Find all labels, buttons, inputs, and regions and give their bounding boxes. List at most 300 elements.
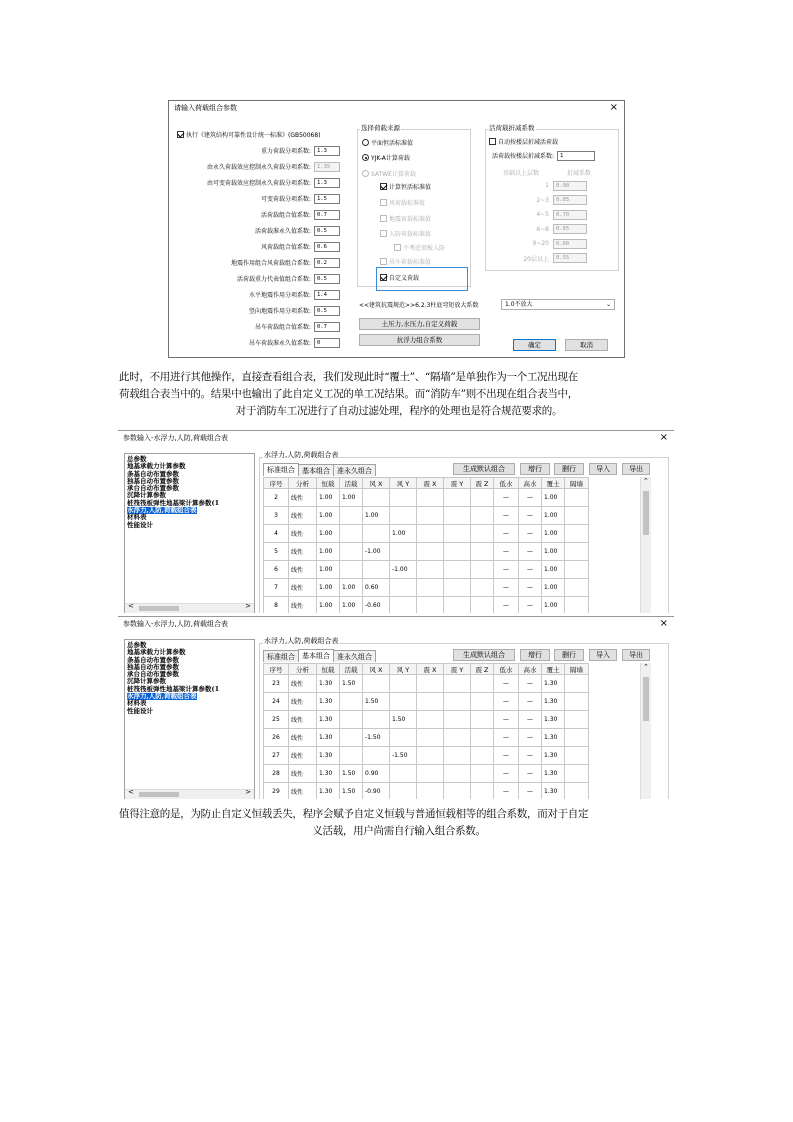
param-input[interactable]: 1.4 <box>314 290 340 300</box>
table-cell[interactable] <box>340 729 363 747</box>
table-row[interactable] <box>264 525 589 543</box>
source-label: 不考虑顶板人防 <box>403 245 446 252</box>
param-row <box>175 225 340 236</box>
column-header: 隔墙 <box>565 478 589 489</box>
table-cell[interactable] <box>471 765 494 783</box>
soil-water-custom-button[interactable]: 土压力,水压力,自定义荷载 <box>359 318 480 330</box>
checkbox-icon <box>380 230 387 237</box>
table-cell[interactable]: — <box>494 579 519 597</box>
table-cell[interactable]: 1.00 <box>317 543 340 561</box>
table-cell[interactable]: — <box>519 729 542 747</box>
table-cell[interactable] <box>363 675 390 693</box>
table-cell[interactable] <box>340 711 363 729</box>
reduce-floors: 2~3 <box>536 196 549 204</box>
grid-button[interactable]: 导出 <box>622 463 650 475</box>
table-cell[interactable] <box>471 525 494 543</box>
table-cell[interactable]: 1.00 <box>363 507 390 525</box>
table-cell[interactable] <box>417 543 444 561</box>
scroll-left-icon[interactable]: < <box>128 602 134 610</box>
grid-button[interactable]: 导出 <box>622 649 650 661</box>
table-cell[interactable]: 1.00 <box>542 561 565 579</box>
checkbox-icon <box>380 183 387 190</box>
table-cell[interactable]: 1.00 <box>542 543 565 561</box>
table-cell[interactable] <box>471 561 494 579</box>
table-row[interactable] <box>264 675 589 693</box>
table-cell[interactable]: 1.00 <box>542 597 565 614</box>
radio-icon <box>362 170 369 177</box>
table-cell[interactable]: 1.50 <box>363 693 390 711</box>
table-cell[interactable]: 线性 <box>289 729 317 747</box>
table-cell[interactable]: — <box>519 783 542 800</box>
source-checkbox[interactable] <box>380 181 431 192</box>
table-cell[interactable]: 线性 <box>289 561 317 579</box>
close-icon[interactable]: × <box>659 432 668 443</box>
scroll-up-icon[interactable]: ⌃ <box>643 663 649 671</box>
table-cell[interactable] <box>565 543 589 561</box>
grid-button[interactable]: 生成默认组合 <box>453 463 515 475</box>
table-cell[interactable]: 线性 <box>289 579 317 597</box>
table-cell[interactable]: 8 <box>264 597 289 614</box>
table-cell[interactable] <box>390 489 417 507</box>
tab-combination[interactable]: 基本组合 <box>298 649 334 662</box>
table-cell[interactable]: — <box>494 543 519 561</box>
column-header: 恒载 <box>317 664 340 675</box>
param-label: 活荷载重力代表值组合系数: <box>236 276 311 283</box>
table-cell[interactable]: 1.00 <box>340 489 363 507</box>
tree-item-label: 地基承载力计算参数 <box>127 462 186 471</box>
tree-item-label: 总参数 <box>127 641 147 649</box>
table-cell[interactable]: — <box>494 729 519 747</box>
table-cell[interactable] <box>471 489 494 507</box>
execute-standard-checkbox[interactable] <box>177 129 321 140</box>
table-cell[interactable]: 1.00 <box>317 489 340 507</box>
table-cell[interactable]: 1.30 <box>317 765 340 783</box>
table-cell[interactable]: — <box>519 543 542 561</box>
tree-hscroll[interactable] <box>125 789 254 799</box>
param-input[interactable]: 0 <box>314 338 340 348</box>
table-cell[interactable] <box>390 765 417 783</box>
table-cell[interactable]: — <box>519 765 542 783</box>
table-cell[interactable]: 28 <box>264 765 289 783</box>
table-cell[interactable] <box>390 783 417 800</box>
table-cell[interactable]: 线性 <box>289 747 317 765</box>
table-cell[interactable]: 27 <box>264 747 289 765</box>
table-cell[interactable]: -0.90 <box>363 783 390 800</box>
table-cell[interactable] <box>417 675 444 693</box>
source-radio[interactable] <box>362 152 410 163</box>
table-cell[interactable] <box>444 675 471 693</box>
param-label: 风荷载组合值系数: <box>260 244 311 251</box>
table-cell[interactable] <box>444 693 471 711</box>
reduce-value: 0.60 <box>553 239 587 249</box>
table-cell[interactable]: — <box>519 747 542 765</box>
table-cell[interactable]: -0.60 <box>363 597 390 614</box>
tree-hscroll[interactable] <box>125 603 254 613</box>
table-cell[interactable]: 1.30 <box>317 693 340 711</box>
table-cell[interactable]: -1.00 <box>363 543 390 561</box>
table-cell[interactable]: 2 <box>264 489 289 507</box>
combination-table <box>263 663 589 799</box>
table-cell[interactable]: 1.30 <box>542 711 565 729</box>
reduce-head-value: 折减系数 <box>566 170 591 177</box>
table-cell[interactable]: 24 <box>264 693 289 711</box>
source-label: SATWE计算荷载 <box>371 171 416 178</box>
grid-button[interactable]: 增行 <box>520 649 550 661</box>
load-combination-dialog <box>168 100 625 358</box>
table-cell[interactable] <box>340 543 363 561</box>
table-cell[interactable] <box>444 525 471 543</box>
table-cell[interactable] <box>417 729 444 747</box>
table-cell[interactable]: 26 <box>264 729 289 747</box>
table-cell[interactable] <box>565 765 589 783</box>
table-row[interactable] <box>264 711 589 729</box>
table-cell[interactable] <box>417 765 444 783</box>
table-row[interactable] <box>264 579 589 597</box>
table-row[interactable] <box>264 729 589 747</box>
source-label: 风荷载标准值 <box>389 200 426 207</box>
table-cell[interactable] <box>390 543 417 561</box>
table-cell[interactable]: — <box>494 693 519 711</box>
table-cell[interactable]: 1.00 <box>317 525 340 543</box>
table-cell[interactable]: 3 <box>264 507 289 525</box>
table-cell[interactable] <box>363 561 390 579</box>
table-cell[interactable]: — <box>494 507 519 525</box>
column-header: 序号 <box>264 664 289 675</box>
param-input[interactable]: 0.7 <box>314 210 340 220</box>
table-cell[interactable]: 1.30 <box>317 783 340 800</box>
table-cell[interactable] <box>565 579 589 597</box>
table-cell[interactable] <box>340 525 363 543</box>
table-cell[interactable] <box>390 693 417 711</box>
table-cell[interactable]: — <box>494 561 519 579</box>
table-cell[interactable] <box>565 729 589 747</box>
table-cell[interactable] <box>565 783 589 800</box>
column-header: 震 X <box>417 478 444 489</box>
table-cell[interactable]: 1.00 <box>317 561 340 579</box>
column-header: 风 Y <box>390 478 417 489</box>
table-cell[interactable]: 1.30 <box>542 747 565 765</box>
table-cell[interactable]: 1.50 <box>390 711 417 729</box>
param-input[interactable]: 0.5 <box>314 306 340 316</box>
table-cell[interactable] <box>444 507 471 525</box>
table-row[interactable] <box>264 783 589 800</box>
table-cell[interactable]: 1.00 <box>317 597 340 614</box>
table-cell[interactable] <box>444 561 471 579</box>
close-icon[interactable]: × <box>659 618 668 629</box>
table-cell[interactable] <box>363 489 390 507</box>
table-cell[interactable]: — <box>519 693 542 711</box>
table-cell[interactable]: 1.50 <box>340 765 363 783</box>
source-checkbox <box>380 256 431 267</box>
param-input[interactable]: 1.3 <box>314 178 340 188</box>
table-cell[interactable] <box>444 729 471 747</box>
table-cell[interactable] <box>444 597 471 614</box>
paragraph-1-line: 此时，不用进行其他操作，直接查看组合表，我们发现此时“覆土”、“隔墙”是单独作为一个工况出现在 <box>119 371 578 383</box>
reduce-floors: 20层以上 <box>523 255 549 263</box>
table-cell[interactable] <box>471 711 494 729</box>
table-cell[interactable]: -1.00 <box>390 561 417 579</box>
table-cell[interactable]: 1.00 <box>542 507 565 525</box>
scroll-thumb[interactable] <box>643 677 649 721</box>
param-input[interactable]: 0.5 <box>314 226 340 236</box>
table-cell[interactable]: 线性 <box>289 489 317 507</box>
table-cell[interactable] <box>417 525 444 543</box>
table-cell[interactable] <box>565 675 589 693</box>
table-cell[interactable]: 1.30 <box>542 675 565 693</box>
scroll-thumb[interactable] <box>139 606 179 611</box>
table-cell[interactable]: 1.30 <box>317 747 340 765</box>
scroll-right-icon[interactable]: > <box>245 788 251 796</box>
table-cell[interactable]: — <box>494 783 519 800</box>
table-cell[interactable] <box>417 561 444 579</box>
param-input[interactable]: 0.5 <box>314 274 340 284</box>
column-header: 低水 <box>494 664 519 675</box>
scroll-thumb[interactable] <box>643 491 649 535</box>
table-row[interactable] <box>264 489 589 507</box>
table-cell[interactable] <box>417 489 444 507</box>
table-cell[interactable] <box>444 489 471 507</box>
table-cell[interactable]: — <box>519 507 542 525</box>
table-cell[interactable]: — <box>494 711 519 729</box>
scroll-right-icon[interactable]: > <box>245 602 251 610</box>
table-cell[interactable] <box>363 711 390 729</box>
combination-table-window-1 <box>118 430 674 613</box>
column-header: 震 Y <box>444 478 471 489</box>
table-cell[interactable] <box>565 489 589 507</box>
tree-item[interactable] <box>127 522 254 529</box>
table-cell[interactable] <box>471 543 494 561</box>
source-label: YJK-A计算荷载 <box>371 155 410 162</box>
table-cell[interactable]: — <box>519 561 542 579</box>
table-cell[interactable]: 23 <box>264 675 289 693</box>
table-cell[interactable] <box>565 597 589 614</box>
column-header: 震 Y <box>444 664 471 675</box>
table-cell[interactable] <box>390 579 417 597</box>
table-cell[interactable]: 29 <box>264 783 289 800</box>
param-input[interactable]: 0.7 <box>314 322 340 332</box>
table-cell[interactable]: — <box>494 489 519 507</box>
amplify-select[interactable] <box>501 299 615 310</box>
grid-button[interactable]: 删行 <box>554 649 584 661</box>
table-cell[interactable]: 线性 <box>289 507 317 525</box>
reduce-floors: 6~8 <box>536 225 549 233</box>
tree-item-label: 性能设计 <box>127 520 153 529</box>
table-row[interactable] <box>264 561 589 579</box>
table-cell[interactable]: 0.90 <box>363 765 390 783</box>
table-cell[interactable] <box>417 693 444 711</box>
table-cell[interactable]: 线性 <box>289 675 317 693</box>
table-cell[interactable] <box>444 543 471 561</box>
table-cell[interactable] <box>444 765 471 783</box>
table-cell[interactable]: 1.30 <box>542 729 565 747</box>
table-cell[interactable]: 线性 <box>289 783 317 800</box>
table-cell[interactable]: 1.00 <box>542 525 565 543</box>
table-cell[interactable]: 1.00 <box>317 507 340 525</box>
table-cell[interactable]: — <box>519 489 542 507</box>
table-cell[interactable] <box>390 507 417 525</box>
live-reduce-title: 活荷载折减系数 <box>489 124 535 132</box>
column-header: 恒载 <box>317 478 340 489</box>
scroll-thumb[interactable] <box>139 792 179 797</box>
table-cell[interactable]: 1.00 <box>340 597 363 614</box>
anti-float-button[interactable]: 抗浮力组合系数 <box>359 334 480 346</box>
table-row[interactable] <box>264 765 589 783</box>
ok-button[interactable]: 确定 <box>513 339 556 351</box>
table-cell[interactable] <box>471 729 494 747</box>
table-cell[interactable]: 7 <box>264 579 289 597</box>
column-header: 震 Z <box>471 478 494 489</box>
table-cell[interactable] <box>390 729 417 747</box>
tab-combination[interactable]: 准永久组合 <box>333 464 376 476</box>
tab-combination[interactable]: 准永久组合 <box>333 650 376 662</box>
table-cell[interactable] <box>417 783 444 800</box>
column-header: 低水 <box>494 478 519 489</box>
cancel-button[interactable]: 取消 <box>565 339 608 351</box>
table-cell[interactable]: 1.00 <box>340 579 363 597</box>
table-row[interactable] <box>264 747 589 765</box>
table-cell[interactable] <box>417 597 444 614</box>
table-cell[interactable]: 1.50 <box>340 675 363 693</box>
table-cell[interactable]: 1.30 <box>317 675 340 693</box>
tab-combination[interactable]: 标准组合 <box>263 650 299 662</box>
table-cell[interactable]: 1.30 <box>317 711 340 729</box>
table-cell[interactable]: — <box>519 579 542 597</box>
table-cell[interactable]: 1.30 <box>542 693 565 711</box>
param-label: 活荷载准永久值系数: <box>254 228 311 235</box>
table-cell[interactable]: — <box>494 525 519 543</box>
table-cell[interactable] <box>565 507 589 525</box>
tree-item[interactable] <box>127 708 254 715</box>
table-cell[interactable] <box>471 597 494 614</box>
table-cell[interactable]: 1.30 <box>542 765 565 783</box>
table-cell[interactable]: 5 <box>264 543 289 561</box>
table-cell[interactable] <box>340 747 363 765</box>
table-cell[interactable]: 25 <box>264 711 289 729</box>
table-cell[interactable] <box>471 747 494 765</box>
table-cell[interactable] <box>471 675 494 693</box>
table-cell[interactable]: — <box>494 747 519 765</box>
table-cell[interactable] <box>444 579 471 597</box>
table-row[interactable] <box>264 543 589 561</box>
table-cell[interactable]: 线性 <box>289 711 317 729</box>
param-input[interactable]: 0.2 <box>314 258 340 268</box>
grid-button[interactable]: 导入 <box>589 649 617 661</box>
table-cell[interactable]: — <box>519 675 542 693</box>
table-cell[interactable]: 线性 <box>289 765 317 783</box>
table-cell[interactable]: — <box>519 711 542 729</box>
reduce-floors: 9~20 <box>532 240 549 247</box>
paragraph-1-line: 荷载组合表当中的。结果中也输出了此自定义工况的单工况结果。而“消防车”则不出现在组合表当中， <box>119 388 578 400</box>
table-cell[interactable]: 1.00 <box>390 525 417 543</box>
table-cell[interactable]: — <box>494 765 519 783</box>
table-cell[interactable]: — <box>494 597 519 614</box>
table-cell[interactable]: 1.30 <box>542 783 565 800</box>
table-cell[interactable]: — <box>494 675 519 693</box>
table-cell[interactable] <box>340 693 363 711</box>
table-cell[interactable]: 1.00 <box>542 489 565 507</box>
grid-button[interactable]: 生成默认组合 <box>453 649 515 661</box>
tab-combination[interactable]: 标准组合 <box>263 463 299 476</box>
table-cell[interactable] <box>390 675 417 693</box>
table-cell[interactable]: 1.30 <box>317 729 340 747</box>
table-cell[interactable]: 线性 <box>289 693 317 711</box>
tab-combination[interactable]: 基本组合 <box>298 464 334 476</box>
table-cell[interactable]: -1.50 <box>363 729 390 747</box>
table-row[interactable] <box>264 597 589 614</box>
table-row[interactable] <box>264 693 589 711</box>
table-cell[interactable] <box>471 507 494 525</box>
reduce-value: 0.85 <box>553 195 587 205</box>
table-vscroll[interactable] <box>640 477 651 613</box>
table-cell[interactable]: 1.00 <box>317 579 340 597</box>
table-cell[interactable]: 线性 <box>289 525 317 543</box>
table-cell[interactable] <box>340 507 363 525</box>
table-cell[interactable] <box>565 525 589 543</box>
scroll-up-icon[interactable]: ⌃ <box>643 477 649 485</box>
table-cell[interactable]: 6 <box>264 561 289 579</box>
table-cell[interactable] <box>565 693 589 711</box>
table-cell[interactable]: -1.50 <box>390 747 417 765</box>
param-input[interactable]: 0.6 <box>314 242 340 252</box>
table-cell[interactable] <box>565 561 589 579</box>
table-cell[interactable] <box>471 783 494 800</box>
table-cell[interactable] <box>417 507 444 525</box>
table-cell[interactable] <box>340 561 363 579</box>
grid-button[interactable]: 增行 <box>520 463 550 475</box>
table-cell[interactable]: 线性 <box>289 543 317 561</box>
table-cell[interactable] <box>565 711 589 729</box>
param-label: 地震作用组合风荷载组合系数: <box>230 260 311 267</box>
table-cell[interactable] <box>444 747 471 765</box>
table-cell[interactable] <box>363 525 390 543</box>
close-icon[interactable]: × <box>609 102 618 113</box>
source-label: 平面恒活标准值 <box>371 140 414 147</box>
param-row <box>175 241 340 252</box>
scroll-left-icon[interactable]: < <box>128 788 134 796</box>
table-cell[interactable] <box>444 711 471 729</box>
table-cell[interactable]: — <box>519 525 542 543</box>
source-label: 地震荷载标准值 <box>389 216 432 223</box>
grid-button[interactable]: 删行 <box>554 463 584 475</box>
table-cell[interactable]: 4 <box>264 525 289 543</box>
table-cell[interactable] <box>444 783 471 800</box>
table-cell[interactable]: 1.50 <box>340 783 363 800</box>
column-header: 覆土 <box>542 664 565 675</box>
table-cell[interactable] <box>471 693 494 711</box>
table-cell[interactable]: — <box>519 597 542 614</box>
checkbox-icon <box>394 244 401 251</box>
reduce-coef-input[interactable]: 1 <box>557 151 595 161</box>
table-cell[interactable] <box>390 597 417 614</box>
reduce-row <box>493 195 587 206</box>
table-cell[interactable]: 线性 <box>289 597 317 614</box>
param-input[interactable]: 1.3 <box>314 146 340 156</box>
table-cell[interactable] <box>417 711 444 729</box>
table-vscroll[interactable] <box>640 663 651 799</box>
grid-button[interactable]: 导入 <box>589 463 617 475</box>
table-cell[interactable]: 0.60 <box>363 579 390 597</box>
table-cell[interactable] <box>363 747 390 765</box>
table-row[interactable] <box>264 507 589 525</box>
param-input[interactable]: 1.5 <box>314 194 340 204</box>
auto-reduce-checkbox[interactable] <box>489 136 558 147</box>
table-cell[interactable] <box>417 579 444 597</box>
table-cell[interactable] <box>471 579 494 597</box>
source-radio[interactable] <box>362 137 413 148</box>
table-cell[interactable] <box>417 747 444 765</box>
table-cell[interactable]: 1.00 <box>542 579 565 597</box>
table-cell[interactable] <box>565 747 589 765</box>
